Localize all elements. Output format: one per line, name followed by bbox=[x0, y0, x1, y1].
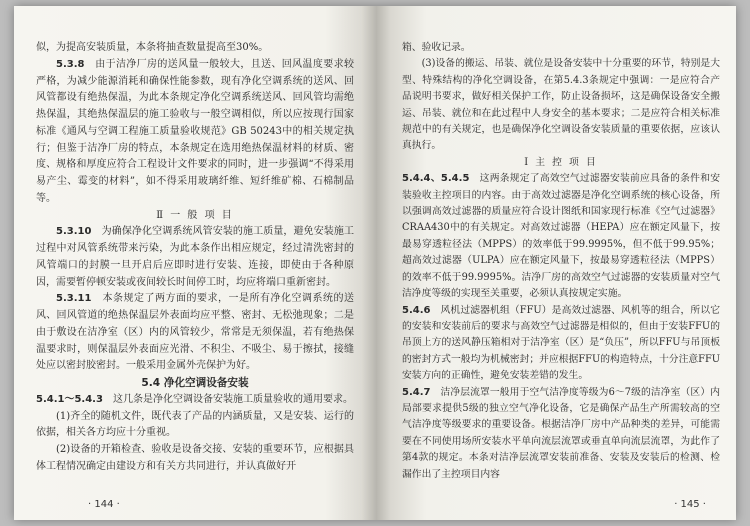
clause-number: 5.3.11 bbox=[56, 293, 92, 305]
clause-5-3-8 bbox=[36, 57, 354, 208]
left-page-text bbox=[36, 40, 354, 476]
clause-5-3-10 bbox=[36, 224, 354, 291]
list-item: (3)设备的搬运、吊装、就位是设备安装中十分重要的环节，特别是大型、特殊结构的净化空调设备，在第5.4.3条规定中强调：一是应符合产品说明书要求，做好相关保护工作，防止设备损坏，这是确保设备安全搬运、吊装、就位和在此过程中人身安全的基本要求；二是应符合相关标准规范中的有关规定，也是确保净化空调设备安装质量的重要依据，应该认真执行。 bbox=[402, 58, 720, 152]
book-spread bbox=[14, 6, 736, 520]
clause-5-4-6 bbox=[402, 303, 720, 385]
right-page-text bbox=[402, 40, 720, 483]
clause-number: 5.4.4、5.4.5 bbox=[402, 173, 470, 185]
paragraph: 箱、验收记录。 bbox=[402, 42, 471, 53]
page-number: · 144 · bbox=[88, 499, 120, 510]
subsection-heading: Ⅱ 一 般 项 目 bbox=[156, 209, 234, 221]
section-heading: 5.4 净化空调设备安装 bbox=[141, 377, 249, 389]
left-page bbox=[14, 6, 376, 520]
paragraph: 似，为提高安装质量，本条将抽查数量提高至30%。 bbox=[36, 42, 269, 53]
clause-text: 本条规定了两方面的要求，一是所有净化空调系统的送风、回风管道的绝热保温层外表面均应平整、密封、无松弛现象；二是由于敷设在洁净室（区）内的风管较少，常常是无须保温，若有绝热保温要求时，则保温层外表面应光滑、不积尘、不吸尘、易于擦拭，接缝处应以密封胶密封。一般采用金属外壳保护为好。 bbox=[36, 293, 355, 372]
clause-5-4-7 bbox=[402, 385, 720, 483]
clause-number: 5.3.8 bbox=[56, 58, 85, 70]
clause-number: 5.4.7 bbox=[402, 386, 431, 398]
list-item: (1)齐全的随机文件，既代表了产品的内涵质量，又是安装、运行的依据，相关各方均应十分重视。 bbox=[36, 410, 354, 439]
clause-5-4-1 bbox=[36, 392, 354, 409]
clause-number: 5.3.10 bbox=[56, 226, 92, 238]
page-number: · 145 · bbox=[674, 499, 706, 510]
clause-text: 风机过滤器机组（FFU）是高效过滤器、风机等的组合，所以它的安装和安装前后的要求与高效空气过滤器是相似的，但由于安装FFU的吊顶上方的送风静压箱相对于洁净室（区）是“负压”，所以FFU与吊顶板的密封方式一般均为机械密封；并应根据FFU的构造特点，十分注意FFU安装方向的正确性，避免安装差错的发生。 bbox=[402, 304, 721, 382]
clause-text: 洁净层流罩一般用于空气洁净度等级为6～7级的洁净室（区）内局部要求提供5级的独立空气净化设备，它是确保产品生产所需较高的空气洁净度等级要求的重要设备。根据洁净厂房中产品种类的差异，可能需要在不同使用场所安装水平单向流层流罩或垂直单向流层流罩，为此作了第4款的规定。本条对洁净层流罩安装前准备、安装及安装后的检测、检漏作出了主控项目内容 bbox=[402, 386, 721, 480]
list-item: (2)设备的开箱检查、验收是设备交接、安装的重要环节，应根据具体工程情况确定由建设方和有关方共同进行，并认真做好开 bbox=[36, 444, 354, 472]
clause-5-4-4 bbox=[402, 171, 720, 302]
clause-text: 为确保净化空调系统风管安装的施工质量，避免安装施工过程中对风管系统带来污染，为此本条作出相应规定，经过清洗密封的风管端口的封膜一旦开启后应即时进行安装、连接，即使由于各种原因，需要暂停顿安装或夜间较长时间停工时，均应将端口重新密封。 bbox=[36, 226, 355, 288]
clause-number: 5.4.6 bbox=[402, 304, 431, 316]
clause-number: 5.4.1～5.4.3 bbox=[36, 393, 103, 405]
right-page bbox=[376, 6, 736, 520]
clause-text: 这几条是净化空调设备安装施工质量验收的通用要求。 bbox=[112, 393, 353, 405]
clause-5-3-11 bbox=[36, 291, 354, 375]
clause-text: 这两条规定了高效空气过滤器安装前应具备的条件和安装验收主控项目的内容。由于高效过滤器是净化空调系统的核心设备，所以强调高效过滤器的质量应符合设计图纸和国家现行标准《空气过滤器》CRAA430中的有关规定。对高效过滤器（HEPA）应在额定风量下，按最易穿透粒径法（MPPS）的效率低于99.9995%，但不低于99.95%；超高效过滤器（ULPA）应在额定风量下，按最易穿透粒径法（MPPS）的效率不低于99.9995%。洁净厂房的高效空气过滤器的安装质量对空气洁净度等级的实现至关重要，必须认真按规定实施。 bbox=[402, 173, 721, 300]
subsection-heading: Ⅰ 主 控 项 目 bbox=[524, 156, 598, 168]
clause-text: 由于洁净厂房的送风量一般较大，且送、回风温度要求较严格，为减少能源消耗和确保性能参数，现有净化空调系统的送风、回风管都设有绝热保温，为此本条规定净化空调系统送风、回风管均需绝热保温，其绝热保温层的施工验收与一般空调相似，所以应按现行国家标准《通风与空调工程施工质量验收规范》GB 50243中的相关规定执行；但鉴于洁净厂房的特点，本条规定在选用绝热保温材料的材质、密度、规格和厚度应符合工程设计文件要求的同时，进一步强调“不得采用易产尘、霉变的材料”，如不得采用玻璃纤维、短纤维矿棉、石棉制品等。 bbox=[36, 58, 355, 204]
